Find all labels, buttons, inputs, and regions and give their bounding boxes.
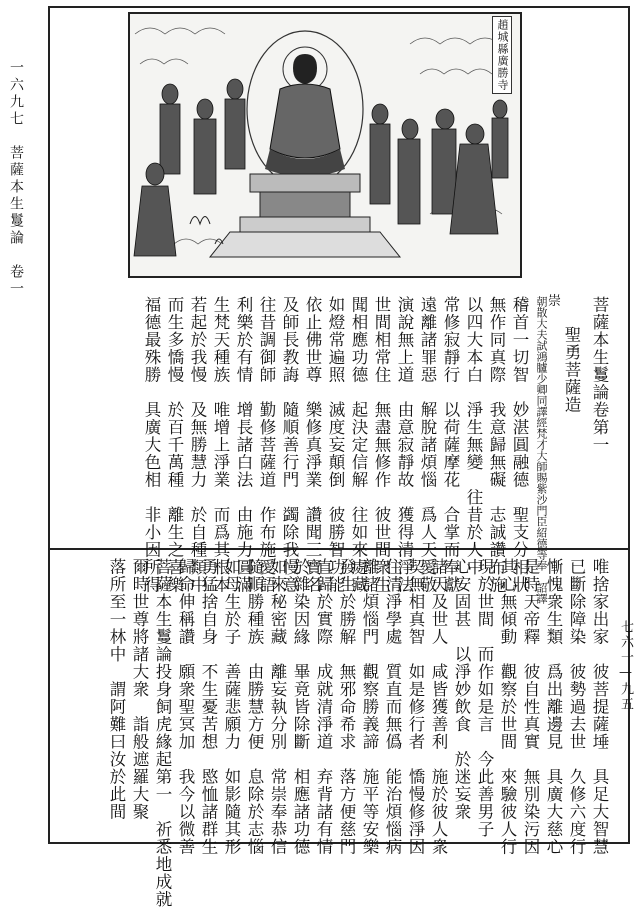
text-column: 如母生於子 善薩悲願力 如影隨其形	[222, 558, 241, 856]
text-column: 是時天帝釋 彼自性真實 無別染污因	[521, 558, 540, 856]
text-column: 無作同真際 我意歸無礙 志誠讚布施	[487, 296, 506, 594]
text-column: 以四大本白 淨生無變 往昔於人中	[464, 296, 483, 576]
text-column: 勇猛捨自身 不生憂苦想 愍恤諸群生	[199, 558, 218, 856]
text-column: 於雜染因緣 畢竟皆除斷 相應諸功德	[291, 558, 310, 856]
text-column: 爾時世尊將諸大衆 詣般遮羅大聚	[130, 558, 149, 821]
text-column: 慚愧衆生類 爲出離邊見 具廣大慈心	[544, 558, 563, 856]
text-column: 稽首一切智 妙湛圓融德 聖支分相狀	[510, 296, 529, 594]
page-mark: 崇	[548, 294, 562, 309]
text-column: 聞相應功德 起決定信解 往如來處藏	[349, 296, 368, 594]
text-column: 生梵天種族 唯增上淨業 而爲其根本	[211, 296, 230, 594]
text-column: 遠離諸罪惡 解脫諸煩惱 爲人天愛敬	[418, 296, 437, 594]
text-column: 已斷除障染 彼勢過去世 久修六度行	[567, 558, 586, 856]
right-margin-label: 七六一—九五	[618, 620, 633, 712]
text-column: 住清淨學處 質直而無僞 能治煩惱病	[383, 558, 402, 856]
text-column: 菩薩本生鬘論投身飼虎緣起第一 祈悉地成就	[153, 558, 172, 908]
text-column: 發生於勝解 無邪命希求 落方便慈門	[337, 558, 356, 856]
text-column: 心安固甚 以淨妙飲食 於迷妄衆	[452, 558, 471, 821]
text-column: 聖勇菩薩造	[562, 326, 581, 414]
illustration-caption: 趙城縣廣勝寺	[492, 16, 512, 94]
text-column: 演說無上道 由意寂靜故 獲得清淨法	[395, 296, 414, 594]
left-margin-label: 一六九七 菩薩本生鬘論 卷一	[8, 60, 24, 298]
text-column: 唯捨家出家 彼菩提薩埵 具足大智慧	[590, 558, 609, 856]
text-column: 福德最殊勝 具廣大色相 非小因所得	[142, 296, 161, 594]
text-column: 往昔調御師 勤修菩薩道 作布施愛語	[257, 296, 276, 594]
text-column: 離諸煩惱門 觀察勝義諦 施平等安樂	[360, 558, 379, 856]
text-column: 直歸於實際 成就清淨道 弃背諸有情	[314, 558, 333, 856]
text-column: 利樂於有情 增長諸白法 由施力圓滿	[234, 296, 253, 594]
frontispiece-illustration	[128, 12, 522, 278]
text-column: 其心無傾動 觀察於世間 來驗彼人行	[498, 558, 517, 856]
text-column: 歸命伸稱讚 願衆聖冥加 我今以微善	[176, 558, 195, 856]
text-column: 常修寂靜行 以荷薩摩花 合掌而奉獻	[441, 296, 460, 594]
text-column: 若起於我慢 及無勝慧力 於自種類中	[188, 296, 207, 594]
text-column: 隨順勝種族 由勝慧方便 息除於志惱	[245, 558, 264, 856]
buddha-assembly-drawing	[130, 14, 520, 276]
text-column: 落所至一林中 謂阿難曰汝於此間	[107, 558, 126, 821]
text-column: 朝散大夫試鴻臚少卿同譯經梵才大師賜紫沙門臣紹德等奉 詔譯	[535, 296, 548, 604]
text-column: 菩薩本生鬘論卷第一	[590, 296, 609, 454]
text-column: 如燈常遍照 滅度妄顛倒 彼勝智功能	[326, 296, 345, 594]
text-column: 依止佛世尊 樂修真淨業 讚聞三寶名	[303, 296, 322, 594]
text-column: 及師長教誨 隨順善行門 蠲除我慢意	[280, 296, 299, 594]
text-column: 而生多憍慢 於百千萬種 離生之喜樂	[165, 296, 184, 594]
text-column: 世間相常住 無盡無修作 彼世間衆生	[372, 296, 391, 594]
text-column: 諸天及世人 咸皆獲善利 施於彼人衆	[429, 558, 448, 856]
text-column: 如來秘密藏 離妄執分別 常崇奉恭信	[268, 558, 287, 856]
text-column: 契無相真智 如是修行者 憍慢修淨因	[406, 558, 425, 856]
text-column: 現於世間 而作如是言 今此善男子	[475, 558, 494, 838]
